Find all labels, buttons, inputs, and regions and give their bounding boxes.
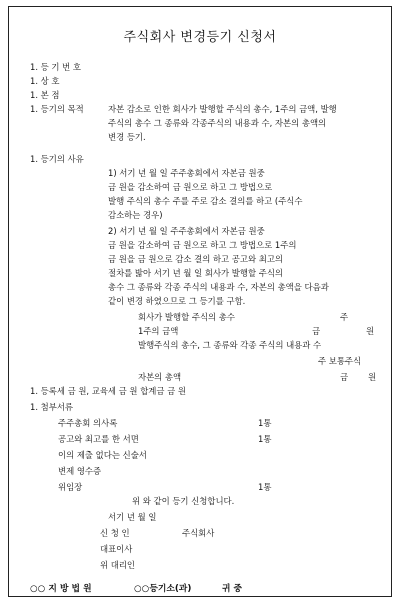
registration-tax-line: 1. 등록세 금 원, 교육세 금 원 합계금 금 원	[30, 386, 186, 396]
agent-label: 위 대리인	[100, 560, 136, 570]
cause-line: 감소하는 경우)	[108, 210, 163, 220]
cause-line: 같이 변경 하였으므로 그 등기를 구함.	[108, 296, 246, 306]
cause-line: 금 원을 감소하여 금 원으로 하고 그 방법으로	[108, 182, 273, 192]
change-par-value-prefix: 금	[312, 326, 321, 336]
cause-line: 금 원을 감소하여 금 원으로 하고 그 방법으로 1주의	[108, 240, 297, 250]
change-capital-label: 자본의 총액	[138, 372, 182, 382]
cause-line: 절차를 밟아 서기 년 월 일 회사가 발행할 주식의	[108, 268, 284, 278]
request-statement: 위 와 같이 등기 신청합니다.	[132, 496, 235, 506]
attachment-name: 이의 제출 없다는 신술서	[58, 450, 147, 460]
addressee-suffix: 귀 중	[222, 584, 243, 594]
registry-office-name: ○○등기소(과)	[134, 584, 192, 594]
applicant-label: 신 청 인	[100, 528, 130, 538]
purpose-line: 주식의 총수 그 종류와 각종주식의 내용과 수, 자본의 총액의	[108, 118, 327, 128]
cause-label: 1. 등기의 사유	[30, 154, 84, 164]
cause-line: 2) 서기 년 월 일 주주총회에서 자본금 원중	[108, 226, 265, 236]
change-par-value-label: 1주의 금액	[138, 326, 179, 336]
cause-line: 1) 서기 년 월 일 주주총회에서 자본금 원중	[108, 168, 265, 178]
district-court-name: ○○ 지 방 법 원	[30, 584, 92, 594]
trade-name-label: 1. 상 호	[30, 76, 60, 86]
attachments-label: 1. 첨부서류	[30, 402, 74, 412]
attachment-name: 변제 영수증	[58, 466, 102, 476]
change-issued-shares-label: 발행주식의 총수, 그 종류와 각종 주식의 내용과 수	[138, 340, 322, 350]
change-total-shares-label: 회사가 발행할 주식의 총수	[138, 312, 235, 322]
change-issued-unit: 주 보통주식	[318, 356, 362, 366]
cause-line: 발행 주식의 총수 주를 주로 감소 결의를 하고 (주식수	[108, 196, 303, 206]
purpose-line: 자본 감소로 인한 회사가 발행할 주식의 총수, 1주의 금액, 발행	[108, 104, 337, 114]
change-capital-prefix: 금	[340, 372, 349, 382]
attachment-count: 1통	[258, 418, 272, 428]
attachment-name: 주주총회 의사록	[58, 418, 118, 428]
attachment-count: 1통	[258, 434, 272, 444]
purpose-line: 변경 등기.	[108, 132, 146, 142]
head-office-label: 1. 본 점	[30, 90, 60, 100]
company-label: 주식회사	[182, 528, 215, 538]
form-title: 주식회사 변경등기 신청서	[123, 30, 277, 45]
representative-label: 대표이사	[100, 544, 133, 554]
attachment-name: 공고와 최고를 한 서면	[58, 434, 139, 444]
change-par-value-unit: 원	[366, 326, 375, 336]
attachment-name: 위임장	[58, 482, 83, 492]
change-capital-unit: 원	[368, 372, 377, 382]
application-date-line: 서기 년 월 일	[108, 512, 157, 522]
purpose-label: 1. 등기의 목적	[30, 104, 84, 114]
cause-line: 총수 그 종류와 각종 주식의 내용과 수, 자본의 총액을 다음과	[108, 282, 329, 292]
attachment-count: 1통	[258, 482, 272, 492]
registration-number-label: 1. 등 기 번 호	[30, 62, 81, 72]
cause-line: 금 원을 금 원으로 감소 결의 하고 공고와 최고의	[108, 254, 284, 264]
change-shares-unit: 주	[340, 312, 349, 322]
